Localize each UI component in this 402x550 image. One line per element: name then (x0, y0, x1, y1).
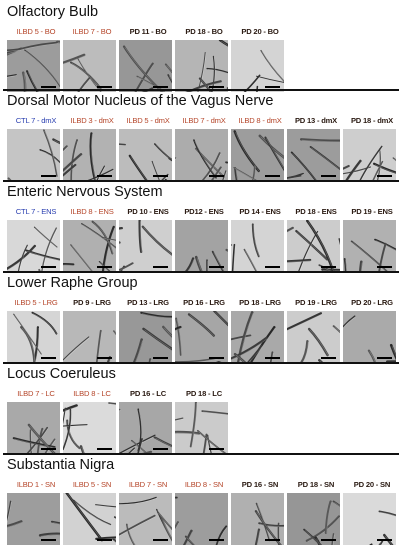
panel-label: ILBD 3 - dmX (70, 116, 114, 125)
em-micrograph (7, 402, 60, 454)
section-title: Locus Coeruleus (7, 366, 116, 382)
panel-label: PD 18 - SN (297, 480, 335, 489)
em-micrograph (343, 220, 396, 272)
em-micrograph (287, 311, 340, 363)
section-divider (3, 362, 399, 364)
micrograph-image (287, 129, 340, 181)
micrograph-image (119, 402, 172, 454)
em-micrograph (63, 129, 116, 181)
scale-bar (209, 175, 224, 177)
micrograph-image (63, 40, 116, 92)
em-micrograph (231, 220, 284, 272)
micrograph-background (119, 220, 172, 272)
scale-bar (97, 539, 112, 541)
micrograph-background (175, 402, 228, 454)
section-divider (3, 271, 399, 273)
micrograph-image (343, 311, 396, 363)
micrograph-image (231, 220, 284, 272)
em-micrograph (175, 220, 228, 272)
micrograph-image (7, 40, 60, 92)
micrograph-image (231, 311, 284, 363)
micrograph-image (343, 129, 396, 181)
panel-label: ILBD 7 - SN (128, 480, 168, 489)
section-title: Enteric Nervous System (7, 184, 163, 200)
micrograph-image (287, 311, 340, 363)
panel-label: ILBD 5 - BO (16, 27, 56, 36)
scale-bar (321, 357, 336, 359)
scale-bar (153, 86, 168, 88)
micrograph-background (231, 40, 284, 92)
em-micrograph (287, 493, 340, 545)
panel-label: PD 9 - LRG (73, 298, 111, 307)
scale-bar (377, 175, 392, 177)
micrograph-background (343, 493, 396, 545)
micrograph-background (119, 311, 172, 363)
panel-label: PD 10 - ENS (127, 207, 169, 216)
micrograph-background (119, 40, 172, 92)
micrograph-background (63, 40, 116, 92)
micrograph-background (231, 220, 284, 272)
scale-bar (321, 539, 336, 541)
section-title: Substantia Nigra (7, 457, 115, 473)
micrograph-image (7, 311, 60, 363)
scale-bar (321, 175, 336, 177)
scale-bar (153, 448, 168, 450)
micrograph-image (231, 493, 284, 545)
panel-label: PD 18 - dmX (350, 116, 394, 125)
em-micrograph (119, 311, 172, 363)
panel-label: ILBD 8 - LC (73, 389, 111, 398)
scale-bar (209, 539, 224, 541)
scale-bar (209, 448, 224, 450)
panel-label: PD 16 - SN (241, 480, 279, 489)
panel-label: ILBD 1 - SN (16, 480, 56, 489)
panel-label: PD 16 - LC (130, 389, 166, 398)
micrograph-image (287, 493, 340, 545)
panel-label: PD 13 - LRG (127, 298, 169, 307)
scale-bar (41, 539, 56, 541)
scale-bar (41, 266, 56, 268)
micrograph-image (63, 220, 116, 272)
micrograph-image (287, 220, 340, 272)
scale-bar (377, 357, 392, 359)
micrograph-image (119, 40, 172, 92)
micrograph-image (175, 311, 228, 363)
em-micrograph (119, 493, 172, 545)
panel-label: PD 18 - LC (186, 389, 222, 398)
em-micrograph (175, 402, 228, 454)
panel-label: ILBD 5 - LRG (14, 298, 58, 307)
em-micrograph (175, 311, 228, 363)
scale-bar (153, 357, 168, 359)
em-micrograph (231, 129, 284, 181)
scale-bar (265, 357, 280, 359)
micrograph-image (175, 129, 228, 181)
micrograph-image (63, 493, 116, 545)
scale-bar (209, 266, 224, 268)
em-micrograph (231, 311, 284, 363)
em-micrograph (7, 40, 60, 92)
section-divider (3, 453, 399, 455)
section-title: Olfactory Bulb (7, 4, 99, 20)
em-micrograph (231, 493, 284, 545)
em-micrograph (63, 220, 116, 272)
panel-label: PD 20 - LRG (351, 298, 393, 307)
em-micrograph (7, 220, 60, 272)
em-micrograph (7, 311, 60, 363)
micrograph-image (7, 129, 60, 181)
micrograph-background (287, 311, 340, 363)
panel-label: CTL 7 - ENS (15, 207, 57, 216)
micrograph-background (63, 311, 116, 363)
panel-label: ILBD 5 - dmX (126, 116, 170, 125)
em-micrograph (287, 220, 340, 272)
scale-bar (41, 86, 56, 88)
micrograph-image (343, 220, 396, 272)
scale-bar (41, 175, 56, 177)
micrograph-background (7, 493, 60, 545)
scale-bar (153, 539, 168, 541)
panel-label: ILBD 8 - SN (184, 480, 224, 489)
panel-label: ILBD 7 - dmX (182, 116, 226, 125)
panel-label: PD 18 - ENS (295, 207, 337, 216)
section-title: Lower Raphe Group (7, 275, 138, 291)
em-micrograph (175, 40, 228, 92)
section-divider (3, 180, 399, 182)
em-micrograph (7, 493, 60, 545)
micrograph-background (175, 40, 228, 92)
micrograph-image (119, 129, 172, 181)
panel-label: PD 20 - BO (241, 27, 279, 36)
scale-bar (97, 175, 112, 177)
panel-label: PD 18 - BO (185, 27, 223, 36)
em-micrograph (175, 493, 228, 545)
panel-label: PD 16 - LRG (183, 298, 225, 307)
panel-label: CTL 7 - dmX (15, 116, 57, 125)
panel-label: ILBD 7 - LC (17, 389, 55, 398)
section-divider (3, 89, 399, 91)
panel-label: PD 18 - LRG (239, 298, 281, 307)
panel-label: PD 11 - BO (129, 27, 167, 36)
micrograph-image (63, 129, 116, 181)
panel-label: PD12 - ENS (184, 207, 224, 216)
em-micrograph (119, 402, 172, 454)
panel-label: ILBD 7 - BO (72, 27, 112, 36)
micrograph-image (175, 40, 228, 92)
micrograph-image (175, 493, 228, 545)
em-micrograph (287, 129, 340, 181)
section-title: Dorsal Motor Nucleus of the Vagus Nerve (7, 93, 274, 109)
em-micrograph (119, 129, 172, 181)
scale-bar (265, 539, 280, 541)
panel-label: PD 13 - dmX (294, 116, 338, 125)
micrograph-image (63, 402, 116, 454)
em-micrograph (175, 129, 228, 181)
panel-label: ILBD 8 - ENS (70, 207, 114, 216)
micrograph-image (231, 40, 284, 92)
scale-bar (153, 266, 168, 268)
em-micrograph (231, 40, 284, 92)
em-micrograph (7, 129, 60, 181)
micrograph-image (119, 493, 172, 545)
scale-bar (153, 175, 168, 177)
micrograph-image (119, 311, 172, 363)
scale-bar (377, 539, 392, 541)
panel-label: PD 20 - SN (353, 480, 391, 489)
scale-bar (265, 86, 280, 88)
panel-label: ILBD 5 - SN (72, 480, 112, 489)
em-micrograph (343, 493, 396, 545)
scale-bar (41, 448, 56, 450)
panel-label: PD 14 - ENS (239, 207, 281, 216)
em-micrograph (63, 493, 116, 545)
micrograph-image (175, 220, 228, 272)
micrograph-image (175, 402, 228, 454)
scale-bar (97, 448, 112, 450)
micrograph-image (7, 493, 60, 545)
scale-bar (209, 357, 224, 359)
scale-bar (321, 266, 336, 268)
em-micrograph (343, 129, 396, 181)
panel-label: ILBD 8 - dmX (238, 116, 282, 125)
scale-bar (209, 86, 224, 88)
em-micrograph (343, 311, 396, 363)
micrograph-image (63, 311, 116, 363)
scale-bar (97, 357, 112, 359)
panel-label: PD 19 - LRG (295, 298, 337, 307)
micrograph-image (343, 493, 396, 545)
scale-bar (265, 266, 280, 268)
panel-label: PD 19 - ENS (351, 207, 393, 216)
em-micrograph (119, 40, 172, 92)
micrograph-image (7, 402, 60, 454)
scale-bar (377, 266, 392, 268)
micrograph-background (119, 129, 172, 181)
scale-bar (97, 86, 112, 88)
scale-bar (97, 266, 112, 268)
scale-bar (41, 357, 56, 359)
micrograph-image (7, 220, 60, 272)
micrograph-background (119, 402, 172, 454)
micrograph-image (119, 220, 172, 272)
scale-bar (265, 175, 280, 177)
micrograph-image (231, 129, 284, 181)
em-micrograph (63, 311, 116, 363)
em-micrograph (63, 402, 116, 454)
em-micrograph (119, 220, 172, 272)
em-micrograph (63, 40, 116, 92)
micrograph-background (175, 311, 228, 363)
